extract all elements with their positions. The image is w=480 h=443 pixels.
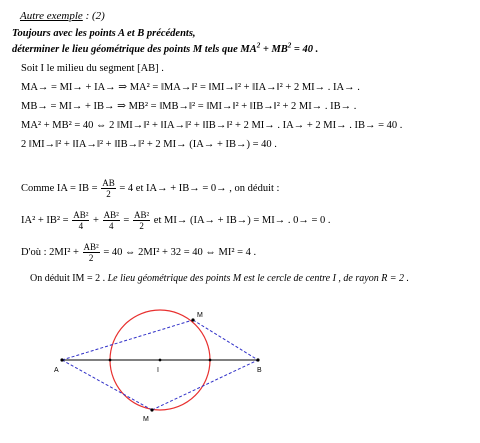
- fraction-ab-over-2: $\frac{AB}{2}$: [102, 178, 115, 199]
- point-m-bottom: [150, 408, 153, 411]
- sum-equation-line-2: 2 ‖MI→‖² + ‖IA→‖² + ‖IB→‖² + 2 MI→ (IA→ + IB→) = 40 .: [21, 139, 277, 150]
- dashed-bm-top: [193, 320, 258, 360]
- point-m-top: [191, 318, 194, 321]
- dashed-am-top: [62, 320, 193, 360]
- circle-left-point: [109, 359, 112, 362]
- intro-line-2: déterminer le lieu géométrique des points M tels que $MA^2 + MB^2 = 40$ .: [12, 41, 319, 55]
- dashed-bm-bottom: [152, 360, 258, 410]
- heading-number: : (2): [82, 10, 105, 22]
- label-i: I: [157, 367, 159, 374]
- label-m-bottom: M: [143, 416, 149, 423]
- dou-line: D'où : 2MI² + $\frac{\text{AB²}}{2}$ = 40 ⇔ 2MI² + 32 = 40 ⇔ MI² = 4 .: [21, 242, 257, 263]
- point-i: [159, 359, 162, 362]
- vector-decomposition-mb: MB→ = MI→ + IB→ ⇒ MB² = ‖MB→‖² = ‖MI→‖² + ‖IB→‖² + 2 MI→ . IB→ .: [21, 101, 357, 112]
- sum-equation-line-1: MA² + MB² = 40 ⇔ 2 ‖MI→‖² + ‖IA→‖² + ‖IB→‖² + 2 MI→ . IA→ + 2 MI→ . IB→ = 40 .: [21, 120, 403, 131]
- vector-decomposition-ma: MA→ = MI→ + IA→ ⇒ MA² = ‖MA→‖² = ‖MI→‖² + ‖IA→‖² + 2 MI→ . IA→ .: [21, 82, 360, 93]
- label-b: B: [257, 367, 262, 374]
- midpoint-line: Soit I le milieu du segment [AB] .: [21, 63, 164, 74]
- point-a: [60, 358, 63, 361]
- label-m-top: M: [197, 312, 203, 319]
- point-b: [256, 358, 259, 361]
- circle-right-point: [209, 359, 212, 362]
- deduce-line: IA² + IB² = $\frac{\text{AB²}}{4}$ + $\frac{\text{AB²}}{4}$ = $\frac{\text{AB²}}{2}$ et MI→ (IA→ + IB→) = MI→ . 0→ = 0 .: [21, 210, 331, 231]
- label-a: A: [54, 367, 59, 374]
- dashed-am-bottom: [62, 360, 152, 410]
- heading-label: Autre exemple: [20, 10, 83, 22]
- comme-line: Comme IA = IB = $\frac{AB}{2}$ = 4 et IA→ + IB→ = 0→ , on déduit :: [21, 178, 280, 199]
- intro-line-1: Toujours avec les points A et B précédents,: [12, 28, 196, 39]
- conclusion-line: On déduit IM = 2 . Le lieu géométrique des points M est le cercle de centre I , de rayon R = 2 .: [30, 273, 410, 284]
